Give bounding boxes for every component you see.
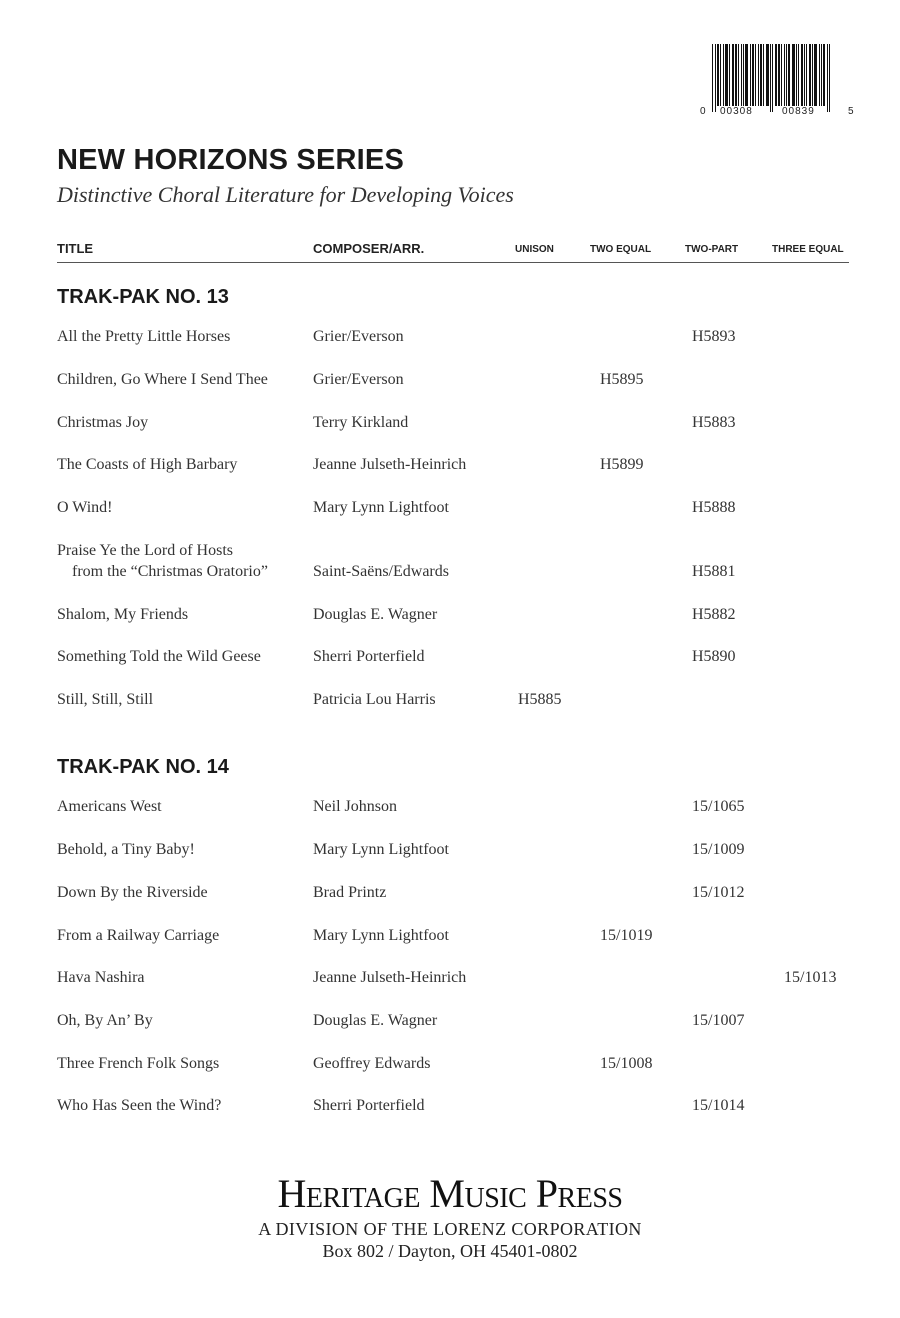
barcode-bar [778,44,780,106]
barcode-bar [732,44,734,106]
item-title: The Coasts of High Barbary [57,456,238,473]
item-title: Hava Nashira [57,969,145,986]
item-title: Oh, By An’ By [57,1012,153,1029]
item-title: Behold, a Tiny Baby! [57,841,195,858]
item-composer: Douglas E. Wagner [313,1012,438,1029]
barcode-bar [784,44,785,106]
item-title: O Wind! [57,499,113,516]
barcode-bar [809,44,811,106]
item-composer: Jeanne Julseth-Heinrich [313,456,467,473]
barcode-bar [752,44,754,106]
section-title-trak-pak-14: TRAK-PAK NO. 14 [57,756,229,778]
item-composer: Saint-Saëns/Edwards [313,563,449,580]
barcode-bar [823,44,825,106]
barcode-bar [819,44,820,106]
barcode-bar [788,44,790,106]
series-subtitle: Distinctive Choral Literature for Developing Voices [57,182,514,207]
barcode-bar [720,44,721,106]
publisher-division: A DIVISION OF THE LORENZ CORPORATION [258,1219,642,1239]
barcode-bar [760,44,762,106]
item-code: 15/1009 [692,841,745,858]
item-composer: Sherri Porterfield [313,648,425,665]
barcode-group-2: 00839 [782,106,815,117]
item-title: Children, Go Where I Send Thee [57,371,268,388]
barcode-bar [717,44,719,106]
item-code: H5882 [692,606,736,623]
column-header-unison: UNISON [515,244,554,255]
barcode-bar [829,44,830,112]
barcode-bar [801,44,803,106]
item-composer: Geoffrey Edwards [313,1055,431,1072]
barcode-bar [792,44,795,106]
item-code: 15/1014 [692,1097,745,1114]
barcode-bar [723,44,724,106]
item-code: 15/1008 [600,1055,653,1072]
item-code: H5888 [692,499,736,516]
header-rule [57,262,849,263]
column-header-two-part: TWO-PART [685,244,739,255]
item-composer: Douglas E. Wagner [313,606,438,623]
barcode-bar [766,44,769,106]
barcode-bar [821,44,822,106]
item-composer: Jeanne Julseth-Heinrich [313,969,467,986]
item-title: From a Railway Carriage [57,927,220,944]
item-code: 15/1065 [692,798,745,815]
column-header-composer: COMPOSER/ARR. [313,241,425,256]
barcode-bar [725,44,728,106]
item-title: Praise Ye the Lord of Hosts [57,542,233,559]
publisher-name: Heritage Music Press [277,1171,623,1216]
item-code: H5899 [600,456,644,473]
item-composer: Grier/Everson [313,371,404,388]
barcode-bar [772,44,773,112]
item-code: 15/1013 [784,969,837,986]
barcode-bar [775,44,777,106]
barcode-bar [812,44,813,106]
barcode-bar [743,44,744,106]
item-title: Still, Still, Still [57,691,154,708]
item-code: H5883 [692,414,736,431]
barcode-bar [715,44,716,112]
barcode-bar [786,44,787,106]
barcode-bar [735,44,737,106]
barcode-bar [741,44,742,106]
item-code: 15/1012 [692,884,745,901]
barcode-bar [738,44,739,106]
item-composer: Patricia Lou Harris [313,691,436,708]
barcode-digit-left: 0 [700,106,706,117]
column-header-three-equal: THREE EQUAL [772,244,844,255]
publisher-address: Box 802 / Dayton, OH 45401-0802 [322,1241,578,1261]
barcode-bar [798,44,799,106]
item-code: H5881 [692,563,736,580]
barcode [698,44,858,124]
item-composer: Neil Johnson [313,798,397,815]
barcode-bar [814,44,817,106]
item-title: Shalom, My Friends [57,606,189,623]
barcode-bar [763,44,764,106]
item-code: H5890 [692,648,736,665]
barcode-bar [781,44,782,106]
barcode-digit-right: 5 [848,106,854,117]
item-composer: Mary Lynn Lightfoot [313,499,449,516]
barcode-bar [770,44,771,112]
column-header-title: TITLE [57,241,94,256]
item-code: 15/1019 [600,927,653,944]
barcode-bars [712,44,844,106]
item-composer: Sherri Porterfield [313,1097,425,1114]
item-title: Who Has Seen the Wind? [57,1097,222,1114]
item-title: All the Pretty Little Horses [57,328,231,345]
barcode-bar [712,44,713,112]
item-title: Christmas Joy [57,414,149,431]
section-title-trak-pak-13: TRAK-PAK NO. 13 [57,286,229,308]
item-title: Three French Folk Songs [57,1055,220,1072]
item-code: H5895 [600,371,644,388]
barcode-bar [750,44,751,106]
item-composer: Grier/Everson [313,328,404,345]
barcode-bar [796,44,797,106]
barcode-group-1: 00308 [720,106,753,117]
item-composer: Mary Lynn Lightfoot [313,841,449,858]
barcode-bar [755,44,756,106]
item-title: Americans West [57,798,162,815]
item-title-line-2: from the “Christmas Oratorio” [72,563,268,580]
item-title: Down By the Riverside [57,884,208,901]
barcode-bar [729,44,730,106]
series-title: NEW HORIZONS SERIES [57,144,404,176]
barcode-bar [745,44,748,106]
item-title: Something Told the Wild Geese [57,648,261,665]
item-code: H5885 [518,691,562,708]
item-composer: Mary Lynn Lightfoot [313,927,449,944]
column-header-two-equal: TWO EQUAL [590,244,652,255]
barcode-bar [804,44,805,106]
barcode-bar [806,44,807,106]
item-code: 15/1007 [692,1012,745,1029]
barcode-bar [827,44,828,112]
item-composer: Terry Kirkland [313,414,409,431]
barcode-bar [758,44,759,106]
item-code: H5893 [692,328,736,345]
item-composer: Brad Printz [313,884,387,901]
